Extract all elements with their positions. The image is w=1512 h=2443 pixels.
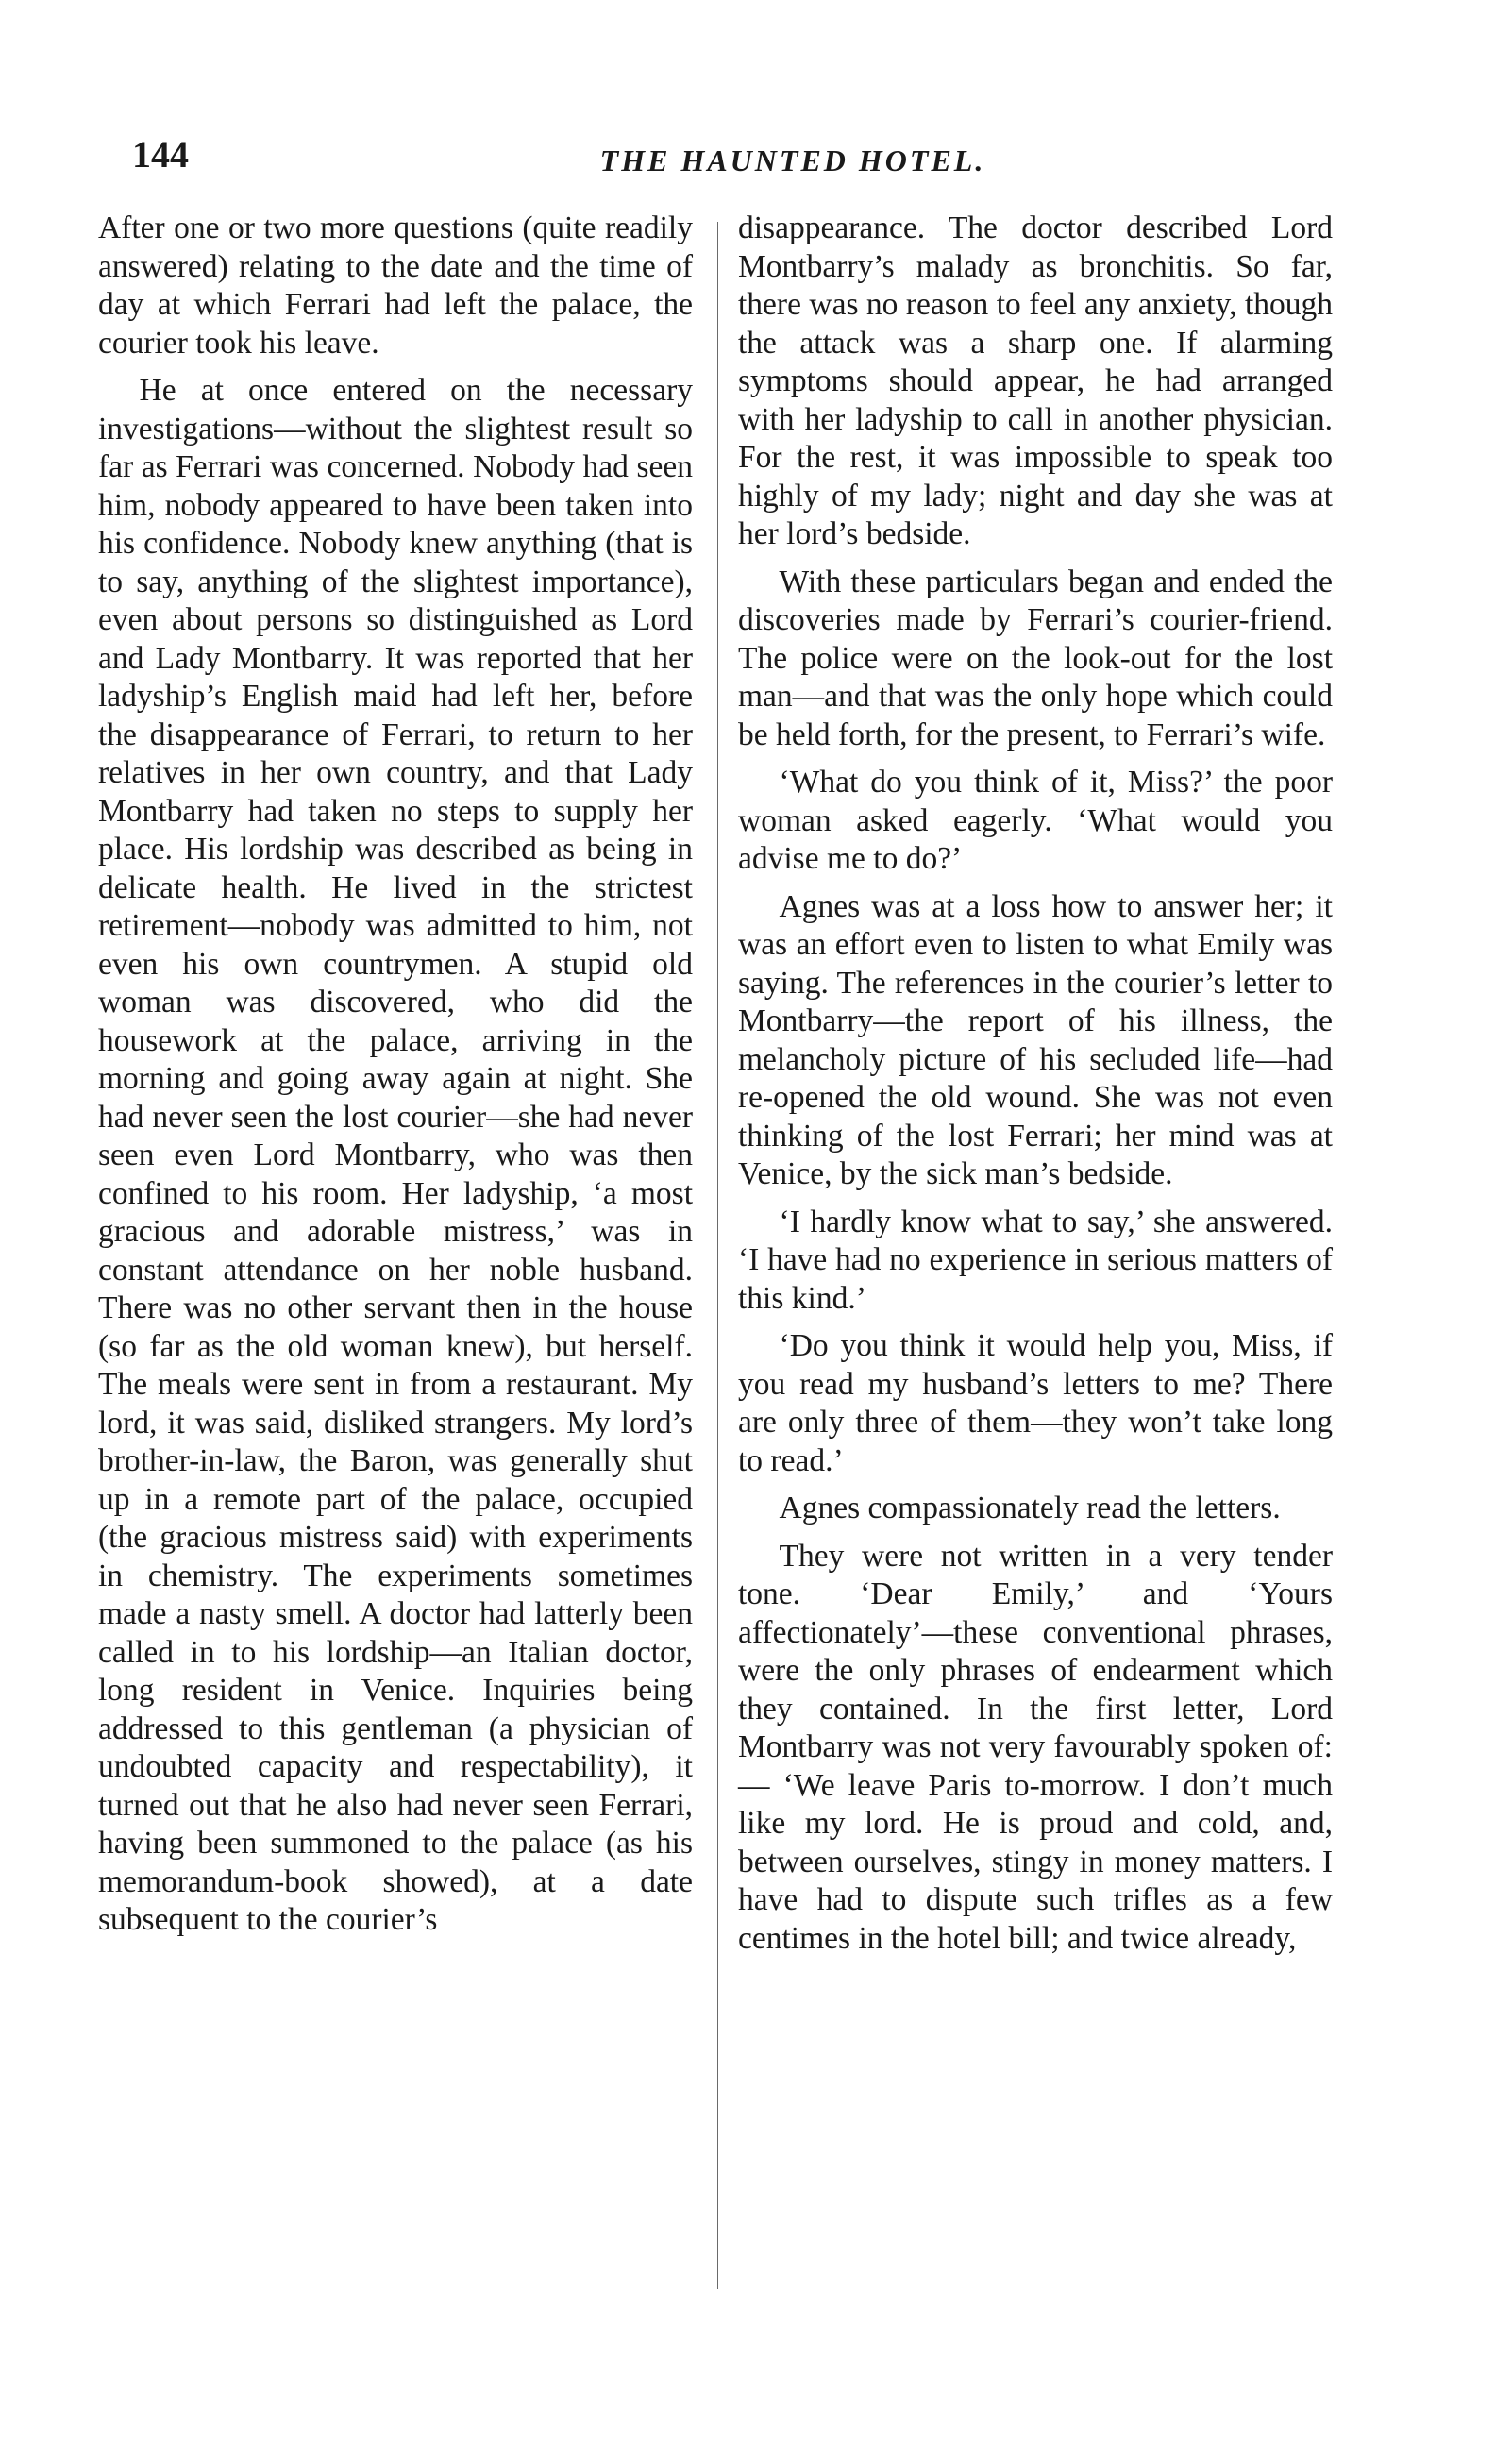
- running-head: THE HAUNTED HOTEL.: [599, 143, 986, 177]
- page-number: 144: [132, 133, 189, 176]
- paragraph: ‘I hardly know what to say,’ she answered. ‘I have had no experience in serious matters of this kind.’: [738, 1204, 1333, 1316]
- paragraph: ‘What do you think of it, Miss?’ the poor woman asked eagerly. ‘What would you advise me to do?’: [738, 765, 1333, 876]
- paragraph: disappearance. The doctor described Lord Montbarry’s malady as bronchitis. So far, there was no reason to feel any anxiety, though the attack was a sharp one. If alarming symptoms should appear, he had arranged with her ladyship to call in another physician. For the rest, it was impossible to speak too highly of my lady; night and day she was at her lord’s bedside.: [738, 211, 1333, 551]
- paragraph: He at once entered on the necessary investigations—without the slightest result so far as Ferrari was concerned. Nobody had seen him, nobody appeared to have been taken into his confidence. Nobody knew anything (that is to say, anything of the slightest importance), even about persons so distinguished as Lord and Lady Montbarry. It was reported that her ladyship’s English maid had left her, before the disappearance of Ferrari, to return to her relatives in her own country, and that Lady Montbarry had taken no steps to supply her place. His lordship was described as being in delicate health. He lived in the strictest retirement—nobody was admitted to him, not even his own countrymen. A stupid old woman was discovered, who did the housework at the palace, arriving in the morning and going away again at night. She had never seen the lost courier—she had never seen even Lord Montbarry, who was then confined to his room. Her ladyship, ‘a most gracious and adorable mistress,’ was in constant attendance on her noble husband. There was no other servant then in the house (so far as the old woman knew), but herself. The meals were sent in from a restaurant. My lord, it was said, disliked strangers. My lord’s brother-in-law, the Baron, was generally shut up in a remote part of the palace, occupied (the gracious mistress said) with experiments in chemistry. The experiments sometimes made a nasty smell. A doctor had latterly been called in to his lordship—an Italian doctor, long resident in Venice. Inquiries being addressed to this gentleman (a physician of undoubted capacity and respectability), it turned out that he also had never seen Ferrari, having been summoned to the palace (as his memorandum-book showed), at a date subsequent to the courier’s: [98, 373, 693, 1937]
- paragraph: After one or two more questions (quite readily answered) relating to the date and the time of day at which Ferrari had left the palace, the courier took his leave.: [98, 211, 693, 361]
- paragraph: Agnes was at a loss how to answer her; it was an effort even to listen to what Emily was saying. The references in the courier’s letter to Montbarry—the report of his illness, the melancholy picture of his secluded life—had re-opened the old wound. She was not even thinking of the lost Ferrari; her mind was at Venice, by the sick man’s bedside.: [738, 888, 1333, 1191]
- paragraph: Agnes compassionately read the letters.: [779, 1491, 1281, 1525]
- column-divider: [717, 222, 718, 2289]
- right-column: [738, 210, 1333, 1967]
- paragraph: ‘Do you think it would help you, Miss, if you read my husband’s letters to me? There are only three of them—they won’t take long to read.’: [738, 1328, 1333, 1478]
- paragraph: With these particulars began and ended the discoveries made by Ferrari’s courier-friend. The police were on the look-out for the lost man—and that was the only hope which could be held forth, for the present, to Ferrari’s wife.: [738, 564, 1333, 752]
- paragraph: They were not written in a very tender tone. ‘Dear Emily,’ and ‘Yours affectionately’—these conventional phrases, were the only phrases of endearment which they contained. In the first letter, Lord Montbarry was not very favourably spoken of:— ‘We leave Paris to-morrow. I don’t much like my lord. He is proud and cold, and, between ourselves, stingy in money matters. I have had to dispute such trifles as a few centimes in the hotel bill; and twice already,: [738, 1538, 1333, 1956]
- left-column: [98, 210, 693, 1949]
